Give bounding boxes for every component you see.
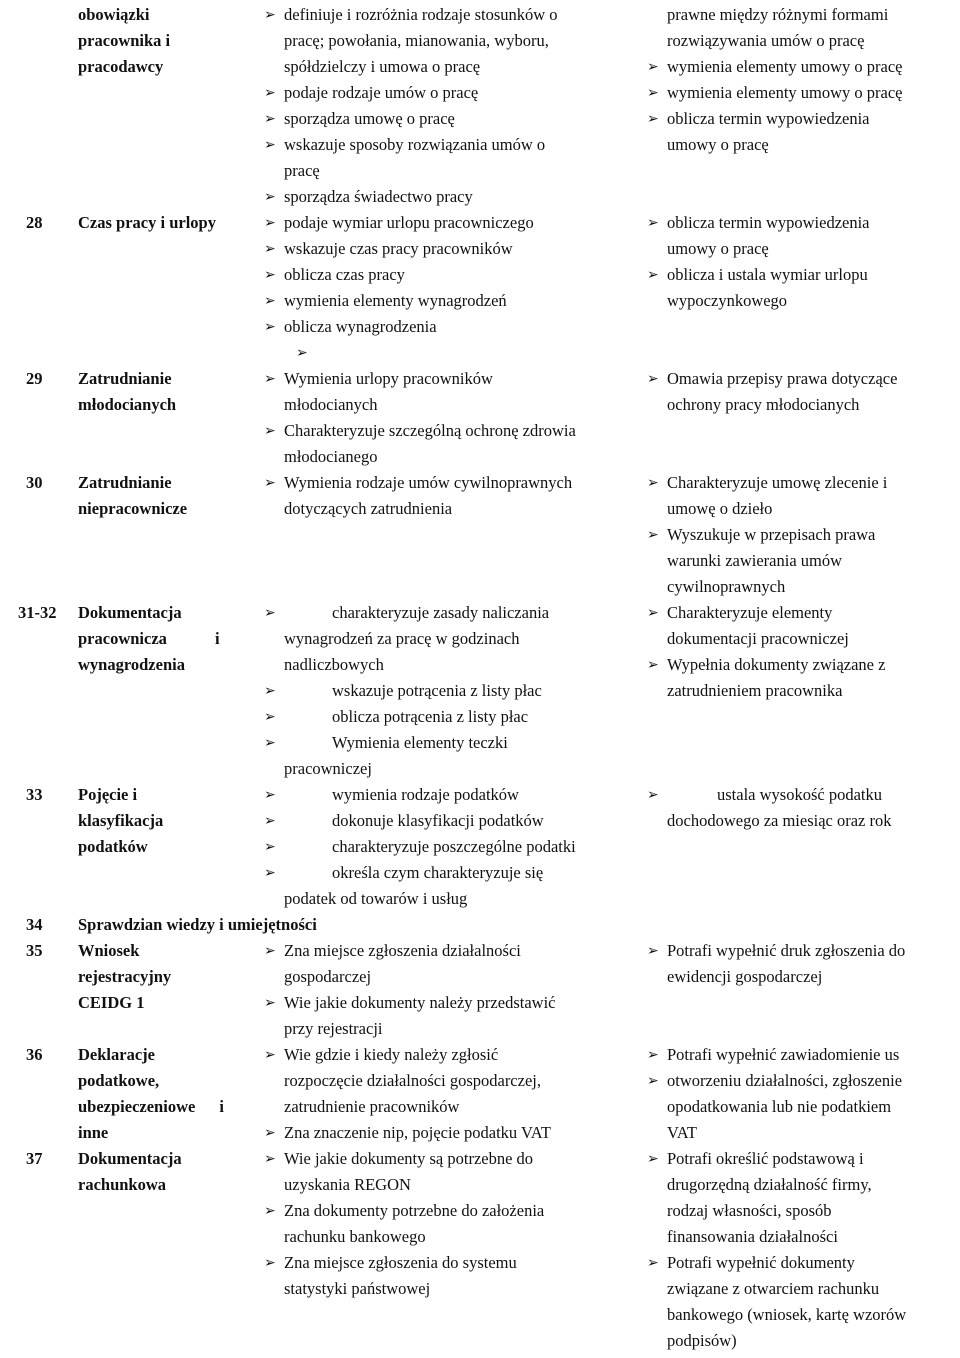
list-item: ➢ wymienia rodzaje podatków: [264, 782, 636, 808]
topic-cell: [78, 366, 250, 418]
list-item: ➢ Wie jakie dokumenty należy przedstawić: [264, 990, 636, 1016]
list-item: ➢ Zna znaczenie nip, pojęcie podatku VAT: [264, 1120, 636, 1146]
list-item: ➢ Potrafi wypełnić dokumenty: [647, 1250, 957, 1276]
topic-line: rejestracyjny: [78, 967, 172, 986]
list-item-continuation: dotyczących zatrudnienia: [284, 499, 453, 518]
list-item: ➢ wymienia elementy umowy o pracę: [647, 54, 957, 80]
list-item-continuation: podatek od towarów i usług: [284, 889, 468, 908]
topic-line: inne: [78, 1123, 109, 1142]
list-item: ➢ podaje wymiar urlopu pracowniczego: [264, 210, 636, 236]
list-item: ➢ oblicza potrącenia z listy płac: [264, 704, 636, 730]
list-item: ➢ oblicza czas pracy: [264, 262, 636, 288]
list-item-continuation: podpisów): [667, 1331, 737, 1350]
skills-cell: [264, 600, 636, 782]
list-item: ➢ określa czym charakteryzuje się: [264, 860, 636, 886]
outcomes-cell: [647, 1146, 957, 1354]
outcomes-cell: [647, 366, 957, 418]
list-item: ➢ oblicza i ustala wymiar urlopu: [647, 262, 957, 288]
list-item-continuation: rozwiązywania umów o pracę: [667, 31, 865, 50]
list-item: ➢ sporządza umowę o pracę: [264, 106, 636, 132]
list-item-continuation: związane z otwarciem rachunku: [667, 1279, 880, 1298]
skills-cell: [264, 2, 636, 210]
list-item: ➢ charakteryzuje poszczególne podatki: [264, 834, 636, 860]
row-number: 33: [26, 785, 43, 804]
list-item: ➢ Wymienia elementy teczki: [264, 730, 636, 756]
list-item: ➢ Potrafi wypełnić druk zgłoszenia do: [647, 938, 957, 964]
list-item: ➢ otworzeniu działalności, zgłoszenie: [647, 1068, 957, 1094]
list-item-continuation: finansowania działalności: [667, 1227, 838, 1246]
list-item: ➢ oblicza wynagrodzenia: [264, 314, 636, 340]
topic-line: Czas pracy i urlopy: [78, 213, 216, 232]
list-item: ➢ wskazuje czas pracy pracowników: [264, 236, 636, 262]
topic-line: podatkowe,: [78, 1071, 160, 1090]
list-item-continuation: zatrudnieniem pracownika: [667, 681, 843, 700]
topic-line: Deklaracje: [78, 1045, 155, 1064]
topic-line: Pojęcie i: [78, 785, 138, 804]
topic-line: wynagrodzenia: [78, 655, 185, 674]
list-item-continuation: warunki zawierania umów: [667, 551, 843, 570]
row-number: 37: [26, 1149, 43, 1168]
list-item: ➢ Zna miejsce zgłoszenia działalności: [264, 938, 636, 964]
topic-line: obowiązki: [78, 5, 150, 24]
outcomes-cell: [647, 2, 957, 158]
list-item-continuation: drugorzędną działalność firmy,: [667, 1175, 872, 1194]
list-item: ➢ podaje rodzaje umów o pracę: [264, 80, 636, 106]
list-item: ➢ wskazuje potrącenia z listy płac: [264, 678, 636, 704]
list-item-continuation: ewidencji gospodarczej: [667, 967, 823, 986]
list-item-continuation: rachunku bankowego: [284, 1227, 426, 1246]
list-item-continuation: bankowego (wniosek, kartę wzorów: [667, 1305, 907, 1324]
topic-line: pracownicza i: [78, 629, 220, 648]
list-item-continuation: rodzaj własności, sposób: [667, 1201, 832, 1220]
list-item-continuation: nadliczbowych: [284, 655, 384, 674]
list-item-continuation: dochodowego za miesiąc oraz rok: [667, 811, 892, 830]
skills-cell: [264, 470, 636, 522]
topic-cell: [78, 600, 250, 678]
list-item-continuation: pracę; powołania, mianowania, wyboru,: [284, 31, 549, 50]
topic-line: Dokumentacja: [78, 1149, 182, 1168]
topic-line: Zatrudnianie: [78, 369, 172, 388]
list-item-continuation: gospodarczej: [284, 967, 372, 986]
list-item: ➢ wymienia elementy umowy o pracę: [647, 80, 957, 106]
list-item: ➢ oblicza termin wypowiedzenia: [647, 210, 957, 236]
topic-line: Sprawdzian wiedzy i umiejętności: [78, 915, 317, 934]
list-item-continuation: VAT: [667, 1123, 697, 1142]
topic-line: ubezpieczeniowe i: [78, 1097, 225, 1116]
list-item-continuation: opodatkowania lub nie podatkiem: [667, 1097, 892, 1116]
row-number: 34: [26, 915, 43, 934]
outcomes-cell: [647, 782, 957, 834]
list-item: ➢ Omawia przepisy prawa dotyczące: [647, 366, 957, 392]
list-item-continuation: zatrudnienie pracowników: [284, 1097, 460, 1116]
topic-cell: [78, 912, 478, 938]
list-item: ➢ definiuje i rozróżnia rodzaje stosunków o: [264, 2, 636, 28]
list-item: ➢ wskazuje sposoby rozwiązania umów o: [264, 132, 636, 158]
list-item: ➢ Potrafi określić podstawową i: [647, 1146, 957, 1172]
row-number: 28: [26, 213, 43, 232]
skills-cell: [264, 938, 636, 1042]
list-item-continuation: wypoczynkowego: [667, 291, 788, 310]
topic-line: młodocianych: [78, 395, 177, 414]
list-item-continuation: uzyskania REGON: [284, 1175, 411, 1194]
outcomes-cell: [647, 600, 957, 704]
topic-cell: [78, 210, 263, 236]
list-item-continuation: pracowniczej: [284, 759, 372, 778]
list-item: ➢ Charakteryzuje umowę zlecenie i: [647, 470, 957, 496]
topic-line: klasyfikacja: [78, 811, 164, 830]
topic-cell: [78, 470, 250, 522]
list-item: ➢ Wyszukuje w przepisach prawa: [647, 522, 957, 548]
list-item-continuation: umowę o dzieło: [667, 499, 773, 518]
topic-cell: [78, 2, 250, 80]
row-number: 36: [26, 1045, 43, 1064]
list-item: ➢ dokonuje klasyfikacji podatków: [264, 808, 636, 834]
list-item: ➢ wymienia elementy wynagrodzeń: [264, 288, 636, 314]
row-number: 35: [26, 941, 43, 960]
list-item-continuation: cywilnoprawnych: [667, 577, 786, 596]
list-item-continuation: ochrony pracy młodocianych: [667, 395, 860, 414]
list-item-continuation: umowy o pracę: [667, 239, 769, 258]
skills-cell: [264, 782, 636, 912]
list-item: ➢ Charakteryzuje szczególną ochronę zdrowia: [264, 418, 636, 444]
outcomes-cell: [647, 470, 957, 600]
topic-line: podatków: [78, 837, 148, 856]
list-item-continuation: rozpoczęcie działalności gospodarczej,: [284, 1071, 541, 1090]
list-item-empty: [296, 340, 636, 366]
list-item-continuation: pracę: [284, 161, 320, 180]
outcomes-cell: [647, 210, 957, 314]
list-item: ➢ oblicza termin wypowiedzenia: [647, 106, 957, 132]
list-item: ➢ Wypełnia dokumenty związane z: [647, 652, 957, 678]
list-item: ➢ Wie jakie dokumenty są potrzebne do: [264, 1146, 636, 1172]
skills-cell: [264, 1042, 636, 1146]
list-item-continuation: prawne między różnymi formami: [667, 5, 889, 24]
row-number: 29: [26, 369, 43, 388]
topic-line: Dokumentacja: [78, 603, 182, 622]
list-item: ➢ Wie gdzie i kiedy należy zgłosić: [264, 1042, 636, 1068]
list-item: ➢ sporządza świadectwo pracy: [264, 184, 636, 210]
list-item-continuation: wynagrodzeń za pracę w godzinach: [284, 629, 520, 648]
list-item: ➢ Wymienia rodzaje umów cywilnoprawnych: [264, 470, 636, 496]
topic-line: CEIDG 1: [78, 993, 145, 1012]
skills-cell: [264, 366, 636, 470]
list-item-continuation: przy rejestracji: [284, 1019, 383, 1038]
list-item: ➢ charakteryzuje zasady naliczania: [264, 600, 636, 626]
list-item: ➢ Charakteryzuje elementy: [647, 600, 957, 626]
topic-line: niepracownicze: [78, 499, 188, 518]
topic-cell: [78, 782, 250, 860]
topic-line: pracodawcy: [78, 57, 164, 76]
row-number: 31-32: [18, 603, 57, 622]
list-item-continuation: spółdzielczy i umowa o pracę: [284, 57, 481, 76]
topic-cell: [78, 938, 250, 1016]
list-item: ➢ Potrafi wypełnić zawiadomienie us: [647, 1042, 957, 1068]
topic-line: pracownika i: [78, 31, 171, 50]
row-number: 30: [26, 473, 43, 492]
list-item: ➢ Zna dokumenty potrzebne do założenia: [264, 1198, 636, 1224]
topic-line: Zatrudnianie: [78, 473, 172, 492]
skills-cell: [264, 210, 636, 366]
list-item-continuation: dokumentacji pracowniczej: [667, 629, 849, 648]
skills-cell: [264, 1146, 636, 1302]
list-item: ➢ ustala wysokość podatku: [647, 782, 957, 808]
topic-cell: [78, 1146, 250, 1198]
list-item-continuation: młodocianych: [284, 395, 378, 414]
list-item: ➢ Zna miejsce zgłoszenia do systemu: [264, 1250, 636, 1276]
topic-cell: [78, 1042, 250, 1146]
list-item-continuation: statystyki państwowej: [284, 1279, 431, 1298]
topic-line: Wniosek: [78, 941, 140, 960]
topic-line: rachunkowa: [78, 1175, 167, 1194]
outcomes-cell: [647, 938, 957, 990]
list-item-continuation: umowy o pracę: [667, 135, 769, 154]
list-item-continuation: młodocianego: [284, 447, 378, 466]
list-item: ➢ Wymienia urlopy pracowników: [264, 366, 636, 392]
outcomes-cell: [647, 1042, 957, 1146]
